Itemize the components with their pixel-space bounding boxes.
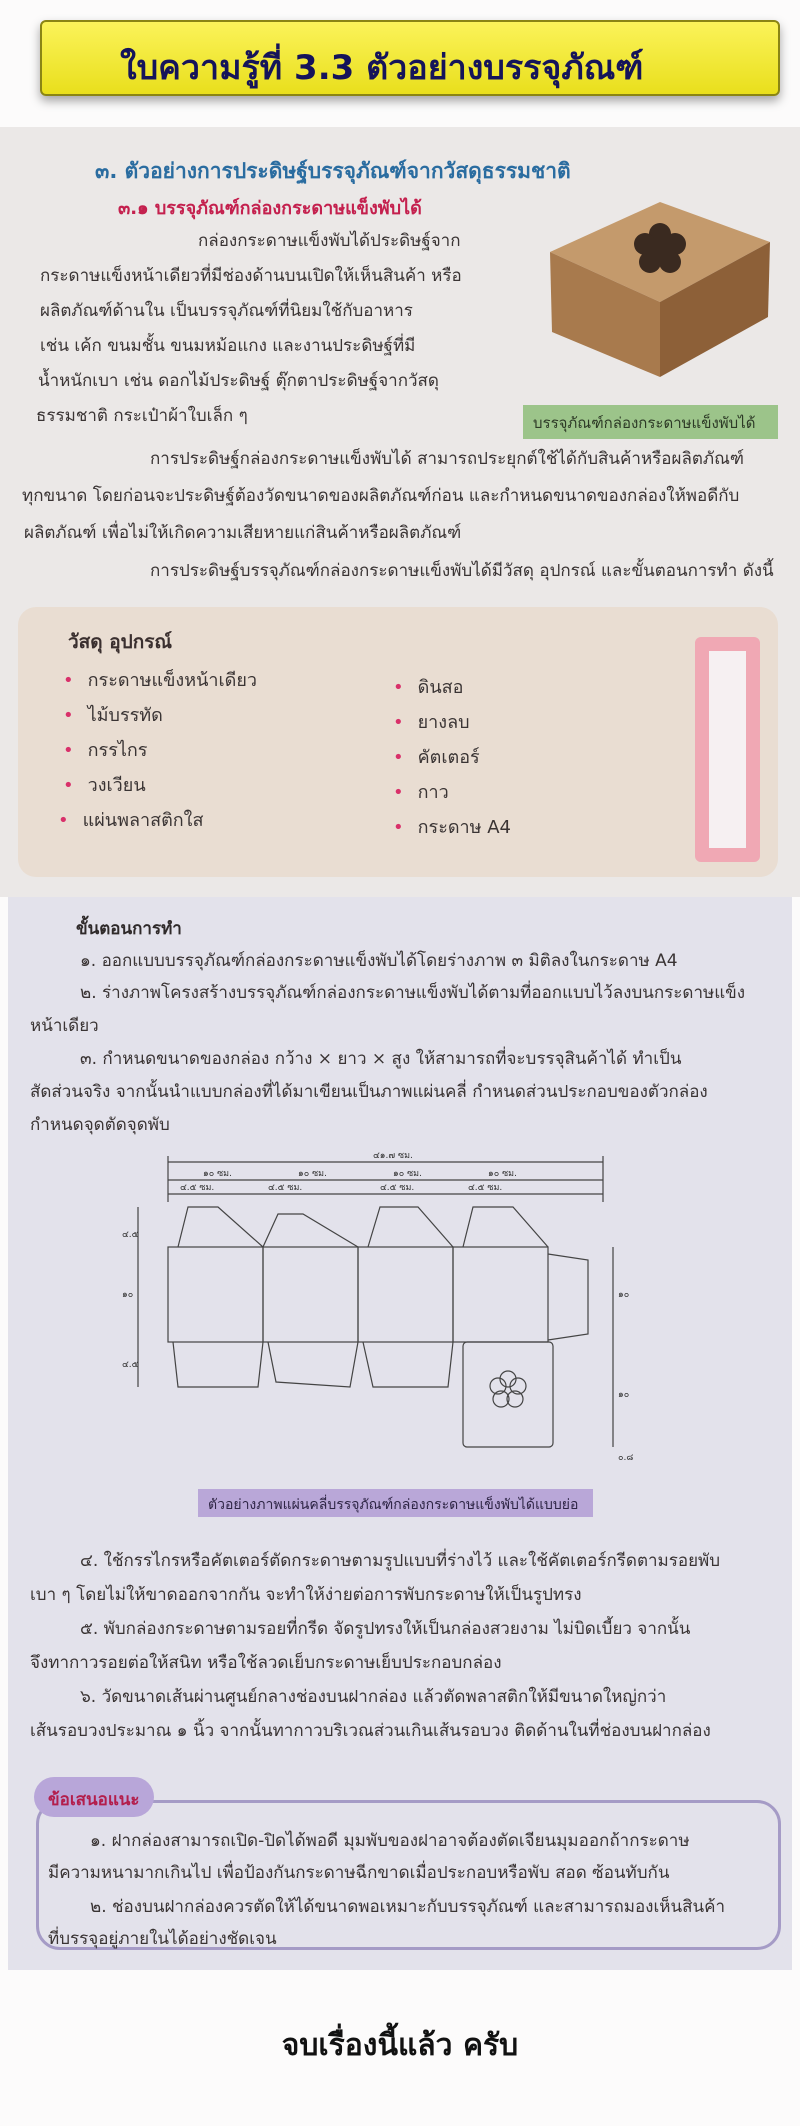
intro-line: ธรรมชาติ กระเป๋าผ้าใบเล็ก ๆ [36, 406, 248, 426]
material-label: ยางลบ [417, 712, 470, 733]
intro-line: กระดาษแข็งหน้าเดียวที่มีช่องด้านบนเปิดให้เห็นสินค้า หรือ [40, 266, 462, 286]
dim-label: ๔.๕ ซม. [268, 1183, 303, 1193]
tip-line: มีความหนามากเกินไป เพื่อป้องกันกระดาษฉีกขาดเมื่อประกอบหรือพับ สอด ซ้อนทับกัน [48, 1863, 670, 1883]
tip-line: ๑. ฝากล่องสามารถเปิด-ปิดได้พอดี มุมพับของฝาอาจต้องตัดเจียนมุมออกถ้ากระดาษ [90, 1831, 690, 1851]
bullet-icon: • [393, 677, 404, 698]
subsection-title: ๓.๑ บรรจุภัณฑ์กล่องกระดาษแข็งพับได้ [118, 198, 422, 219]
material-item [393, 742, 480, 771]
tip-line: ๒. ช่องบนฝากล่องควรตัดให้ได้ขนาดพอเหมาะกับบรรจุภัณฑ์ และสามารถมองเห็นสินค้า [90, 1897, 726, 1917]
step-line: เส้นรอบวงประมาณ ๑ นิ้ว จากนั้นทากาวบริเวณส่วนเกินเส้นรอบวง ติดด้านในที่ช่องบนฝากล่อง [30, 1721, 711, 1741]
steps-title: ขั้นตอนการทำ [76, 919, 182, 939]
decorative-frame [695, 637, 760, 862]
material-label: กาว [417, 782, 449, 803]
materials-panel [18, 607, 778, 877]
material-item [393, 707, 470, 736]
bullet-icon: • [63, 670, 74, 691]
dim-label: ๑๐ ซม. [488, 1169, 517, 1179]
material-item [63, 700, 163, 729]
textbook-page-1 [0, 127, 800, 897]
material-item [63, 735, 147, 764]
dim-label: ๐.๘ [618, 1453, 634, 1463]
paragraph-line: การประดิษฐ์บรรจุภัณฑ์กล่องกระดาษแข็งพับได้มีวัสดุ อุปกรณ์ และขั้นตอนการทำ ดังนี้ [150, 561, 774, 581]
textbook-page-2 [8, 897, 792, 1970]
bullet-icon: • [393, 782, 404, 803]
material-item [63, 665, 257, 694]
bullet-icon: • [58, 810, 69, 831]
dim-label: ๔.๕ [122, 1230, 139, 1240]
page-title: ใบความรู้ที่ 3.3 ตัวอย่างบรรจุภัณฑ์ [120, 48, 644, 88]
step-line: ๓. กำหนดขนาดของกล่อง กว้าง × ยาว × สูง ให้สามารถที่จะบรรจุสินค้าได้ ทำเป็น [80, 1049, 682, 1069]
dim-label: ๑๐ [618, 1390, 630, 1400]
material-item [393, 672, 463, 701]
step-line: ๕. พับกล่องกระดาษตามรอยที่กรีด จัดรูปทรงให้เป็นกล่องสวยงาม ไม่บิดเบี้ยว จากนั้น [80, 1619, 691, 1639]
dim-label: ๔.๕ ซม. [380, 1183, 415, 1193]
ending-text: จบเรื่องนี้แล้ว ครับ [281, 2028, 519, 2063]
step-line: จึงทากาวรอยต่อให้สนิท หรือใช้ลวดเย็บกระดาษเย็บประกอบกล่อง [30, 1653, 502, 1673]
tips-title: ข้อเสนอแนะ [34, 1777, 154, 1817]
kraft-box-illustration [540, 182, 775, 382]
material-label: กระดาษ A4 [417, 817, 512, 838]
step-line: เบา ๆ โดยไม่ให้ขาดออกจากกัน จะทำให้ง่ายต่อการพับกระดาษให้เป็นรูปทรง [30, 1585, 582, 1605]
dim-label: ๑๐ ซม. [393, 1169, 422, 1179]
material-item [393, 777, 449, 806]
bullet-icon: • [63, 705, 74, 726]
step-line: หน้าเดียว [30, 1016, 99, 1036]
step-line: สัดส่วนจริง จากนั้นนำแบบกล่องที่ได้มาเขียนเป็นภาพแผ่นคลี่ กำหนดส่วนประกอบของตัวกล่อง [30, 1082, 708, 1102]
intro-line: ผลิตภัณฑ์ด้านใน เป็นบรรจุภัณฑ์ที่นิยมใช้กับอาหาร [40, 301, 413, 321]
step-line: ๒. ร่างภาพโครงสร้างบรรจุภัณฑ์กล่องกระดาษแข็งพับได้ตามที่ออกแบบไว้ลงบนกระดาษแข็ง [80, 983, 746, 1003]
step-line: ๖. วัดขนาดเส้นผ่านศูนย์กลางช่องบนฝากล่อง แล้วตัดพลาสติกให้มีขนาดใหญ่กว่า [80, 1687, 667, 1707]
dim-label: ๑๐ [618, 1290, 630, 1300]
image-caption: บรรจุภัณฑ์กล่องกระดาษแข็งพับได้ [523, 405, 778, 439]
paragraph-line: ทุกขนาด โดยก่อนจะประดิษฐ์ต้องวัดขนาดของผลิตภัณฑ์ก่อน และกำหนดขนาดของกล่องให้พอดีกับ [22, 486, 740, 506]
step-line: ๑. ออกแบบบรรจุภัณฑ์กล่องกระดาษแข็งพับได้โดยร่างภาพ ๓ มิติลงในกระดาษ A4 [80, 951, 678, 971]
intro-line: กล่องกระดาษแข็งพับได้ประดิษฐ์จาก [198, 231, 461, 251]
dim-label: ๑๐ ซม. [298, 1169, 327, 1179]
dim-label: ๔.๕ [122, 1360, 139, 1370]
tip-line: ที่บรรจุอยู่ภายในได้อย่างชัดเจน [48, 1929, 277, 1949]
material-item [393, 812, 511, 841]
box-net-diagram [118, 1142, 678, 1477]
material-label: ดินสอ [417, 677, 464, 698]
material-label: ไม้บรรทัด [87, 705, 163, 726]
intro-line: น้ำหนักเบา เช่น ดอกไม้ประดิษฐ์ ตุ๊กตาประดิษฐ์จากวัสดุ [38, 371, 439, 391]
material-label: คัตเตอร์ [417, 747, 480, 768]
section-title: ๓. ตัวอย่างการประดิษฐ์บรรจุภัณฑ์จากวัสดุธรรมชาติ [95, 159, 571, 183]
bullet-icon: • [393, 747, 404, 768]
step-line: กำหนดจุดตัดจุดพับ [30, 1115, 170, 1135]
dim-label-total: ๔๑.๗ ซม. [373, 1151, 413, 1161]
dim-label: ๑๐ [122, 1290, 134, 1300]
paragraph-line: ผลิตภัณฑ์ เพื่อไม่ให้เกิดความเสียหายแก่สินค้าหรือผลิตภัณฑ์ [24, 523, 462, 543]
material-label: กรรไกร [87, 740, 148, 761]
material-label: แผ่นพลาสติกใส [82, 810, 204, 831]
bullet-icon: • [63, 775, 74, 796]
bullet-icon: • [393, 712, 404, 733]
intro-line: เช่น เค้ก ขนมชั้น ขนมหม้อแกง และงานประดิษฐ์ที่มี [40, 336, 416, 356]
material-label: กระดาษแข็งหน้าเดียว [87, 670, 257, 691]
bullet-icon: • [63, 740, 74, 761]
material-item [63, 770, 146, 799]
step-line: ๔. ใช้กรรไกรหรือคัตเตอร์ตัดกระดาษตามรูปแบบที่ร่างไว้ และใช้คัตเตอร์กรีดตามรอยพับ [80, 1551, 721, 1571]
material-item [58, 805, 203, 834]
diagram-caption: ตัวอย่างภาพแผ่นคลี่บรรจุภัณฑ์กล่องกระดาษแข็งพับได้แบบย่อ [198, 1489, 593, 1517]
header-banner [40, 20, 780, 96]
dim-label: ๑๐ ซม. [203, 1169, 232, 1179]
dim-label: ๔.๕ ซม. [468, 1183, 503, 1193]
material-label: วงเวียน [87, 775, 146, 796]
materials-title: วัสดุ อุปกรณ์ [68, 631, 173, 653]
bullet-icon: • [393, 817, 404, 838]
paragraph-line: การประดิษฐ์กล่องกระดาษแข็งพับได้ สามารถประยุกต์ใช้ได้กับสินค้าหรือผลิตภัณฑ์ [150, 449, 745, 469]
dim-label: ๔.๕ ซม. [180, 1183, 215, 1193]
